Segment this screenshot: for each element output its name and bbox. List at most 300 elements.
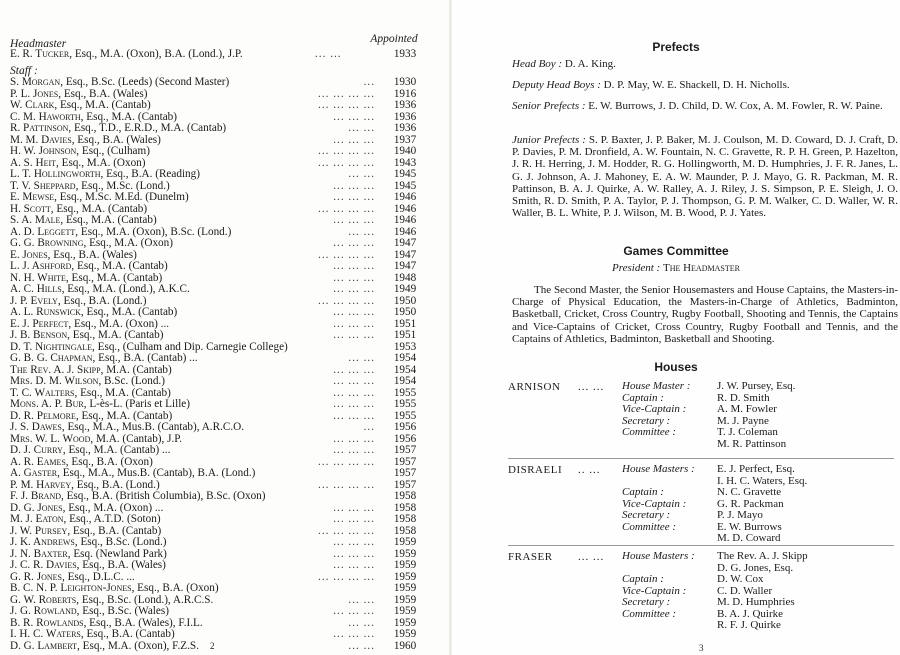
staff-name: H. W. Johnson [10,145,77,157]
house-role-label: Captain : [622,391,664,404]
staff-entry [10,582,219,594]
junior-prefects-paragraph [512,134,898,219]
house-role-label: Committee : [622,520,677,533]
appointed-year: 1951 [393,329,417,341]
appointed-year: 1959 [393,593,417,606]
staff-row [10,272,430,284]
staff-name: E. J. Perfect [10,317,69,330]
staff-name: F. J. Brand [10,490,61,502]
staff-qualifications: , L-ès-L. (Paris et Lille) [83,398,190,410]
appointed-year: 1955 [393,409,417,422]
leader-dots: ... ... [348,225,375,238]
staff-name: B. R. Rowlands [10,616,84,629]
staff-qualifications: , Esq., M.A. (Cantab) ... [62,444,171,456]
staff-name: D. G. Lambert [10,639,78,652]
staff-entry [10,272,162,284]
staff-row [10,226,430,238]
staff-name: J. S. Dawes [10,421,62,433]
appointed-year: 1959 [393,570,417,583]
house-role-label: Secretary : [622,596,671,608]
staff-name: T. C. Walters [10,386,75,399]
staff-entry [10,283,190,295]
staff-name: J. W. Pursey [10,524,68,537]
staff-entry [10,145,150,157]
staff-entry [10,617,203,629]
house-role-label: House Master : [622,380,691,392]
appointed-year: 1936 [393,122,417,134]
appointed-year: 1956 [393,421,417,433]
staff-row [10,513,430,525]
games-committee-paragraph: The Second Master, the Senior Housemasters and House Captains, the Masters-in-Charge of Physical Education, the Masters-in-Charge of Athletics, Badminton, Basketball, Cricket, Cross Country, Rugby Football, Shooting and Tennis, the Captains and Vice-Captains of Cricket, Cross Country, Rugby Football and Tennis, and the Captains of Athletics, Badminton, Basketball and Shooting. [512,284,898,345]
staff-qualifications: , Esq., M.A. (Oxon), B.Sc. (Lond.) [75,225,232,238]
president-name: The Headmaster [662,262,740,274]
leader-dots: ... ... ... [333,271,375,284]
staff-row [10,157,430,169]
appointed-year: 1947 [393,248,417,261]
leader-dots: ... ... ... ... [318,294,375,307]
house-role-label: Captain : [622,573,664,585]
staff-name: A. S. Heit [10,156,57,169]
staff-qualifications: , Esq., B.A. (Reading) [100,168,200,180]
staff-row [10,341,430,353]
staff-row [10,318,430,330]
appointed-year: 1959 [393,536,417,548]
leader-dots: ... ... ... ... [318,455,375,468]
staff-qualifications: , B.Sc. (Lond.) [98,375,165,387]
right-page [452,0,900,655]
staff-name: Mrs. D. M. Wilson [10,375,99,387]
staff-qualifications: , Esq. (Newland Park) [67,547,167,560]
staff-entry [10,525,161,537]
leader-dots: ... ... [348,352,375,364]
appointed-year: 1945 [393,168,417,180]
house-member: C. D. Waller [717,584,773,597]
staff-entry [10,191,189,203]
house-member: R. F. J. Quirke [717,619,781,631]
staff-name: A. Gaster [10,467,58,479]
appointed-label: Appointed [370,33,418,45]
house-name: DISRAELI [508,464,563,476]
staff-name: L. T. Hollingworth [10,168,101,180]
staff-qualifications: , Esq., M.A. (Cantab) [80,110,177,123]
staff-entry [10,99,151,111]
house-role-label: Committee : [622,426,677,438]
staff-name: D. T. Nightingale [10,340,93,353]
appointed-year: 1955 [393,386,417,399]
appointed-year: 1950 [393,306,417,318]
staff-qualifications: , Esq., M.A. (Cantab) [74,386,171,399]
leader-dots: ... ... [578,381,605,393]
leader-dots: ... ... ... [333,605,375,617]
appointed-year: 1954 [393,363,417,376]
house-role-label: Captain : [622,486,664,498]
leader-dots: ... ... ... ... [318,99,375,111]
staff-row [10,559,430,571]
staff-entry [10,341,288,353]
headmaster-qualifications: , Esq., M.A. (Oxon), B.A. (Lond.), J.P. [69,48,243,60]
staff-entry [10,122,226,134]
leader-dots: ... ... ... [333,409,375,422]
staff-qualifications: , Esq., M.A., Mus.B. (Cantab), B.A. (Lond.) [57,467,256,479]
staff-entry [10,237,173,249]
house-role-label: Vice-Captain : [622,403,687,415]
staff-name: P. M. Harvey [10,478,72,491]
leader-dots: ... ... ... ... [318,248,375,261]
leader-dots: ... ... [348,616,375,629]
senior-prefects-line [512,100,898,112]
head-boy-label: Head Boy : [512,58,563,70]
staff-row [10,479,430,491]
head-boy-line [512,58,898,70]
staff-row [10,134,430,146]
staff-entry [10,111,177,123]
appointed-year: 1946 [393,191,417,203]
staff-qualifications: , Esq., M.A. (Cantab) [60,214,157,226]
head-boy-name: D. A. King. [564,58,616,70]
house-member: E. J. Perfect, Esq. [717,463,795,475]
appointed-year: 1949 [393,283,417,295]
leader-dots: ... ... ... [333,536,375,548]
appointed-year: 1945 [393,179,417,192]
leader-dots: ... ... [348,639,375,652]
staff-name: Mons. A. P. Bur [10,398,84,410]
staff-entry [10,628,175,640]
staff-row [10,295,430,307]
leader-dots: ... ... ... [333,260,375,272]
staff-row [10,99,430,111]
leader-dots: ... ... ... [333,306,375,318]
staff-entry [10,168,200,180]
house-member: M. D. Humphries [717,596,795,608]
staff-entry [10,444,170,456]
staff-row [10,76,430,88]
staff-name: E. Mewse [10,191,55,203]
house-member: E. W. Burrows [717,520,782,533]
staff-entry [10,364,172,376]
staff-row [10,168,430,180]
staff-entry [10,134,161,146]
staff-entry [10,88,147,100]
staff-name: The Rev. A. J. Skipp [10,363,101,376]
staff-name: A. C. Hills [10,283,62,295]
appointed-year: 1958 [393,524,417,537]
staff-qualifications: , Esq., B.A. (Cantab) ... [92,352,198,364]
staff-name: J. N. Baxter [10,547,68,560]
leader-dots: ... ... ... [333,398,375,410]
staff-entry [10,329,163,341]
leader-dots: ... ... ... [333,363,375,376]
staff-row [10,260,430,272]
house-name: FRASER [508,551,553,563]
page-number-left: 2 [210,641,215,651]
staff-qualifications: , Esq., A.T.D. (Soton) [63,513,161,525]
appointed-year: 1959 [393,547,417,560]
appointed-year: 1958 [393,501,417,514]
staff-name: T. V. Sheppard [10,179,76,192]
staff-row [10,214,430,226]
staff-row [10,467,430,479]
staff-name: A. R. Eames [10,455,66,468]
leader-dots: ... ... ... ... [318,145,375,157]
president-line [452,262,900,274]
staff-entry [10,456,153,468]
house-member: T. J. Coleman [717,426,778,438]
staff-row [10,456,430,468]
staff-qualifications: , Esq., B.A. (Oxon) [65,455,153,468]
junior-names: S. P. Baxter, J. P. Baker, M. J. Coulson, M. D. Coward, D. J. Craft, D. P. Davies, P. M. Dronfield, A. W. Fountain, N. C. Gravette, R. P. H. Green, P. Hazelton, J. R. H. Herring, J. M. Hodder, R. G. Hollingworth, M. D. Humphries, J. F. R. Janes, L. G. J. Johnson, A. J. Mahoney, E. A. W. Maunder, P. J. Mayo, G. R. Packman, M. R. Pattinson, B. A. J. Quirke, A. W. Ralley, A. J. Riley, J. S. Simpson, P. E. Sleigh, J. O. Smith, R. D. Smith, P. A. Taylor, P. J. Thompson, G. P. M. Walker, C. D. Waller, W. R. Waller, B. L. White, P. J. Wilson, M. B. Wood, P. J. Yates. [512,134,898,220]
house-divider [508,458,894,459]
staff-qualifications: , Esq., M.A. (Cantab) [71,260,168,272]
staff-qualifications: , Esq., B.A. (Lond.) [57,294,147,307]
appointed-year: 1936 [393,110,417,123]
staff-name: S. Morgan [10,76,61,88]
staff-qualifications: , Esq., M.A., Mus.B. (Cantab), A.R.C.O. [61,421,244,433]
staff-name: G. W. Roberts [10,593,77,606]
staff-name: A. D. Leggett [10,225,76,238]
leader-dots: ... ... ... [333,375,375,387]
staff-qualifications: , Esq., M.A. (Cantab) [75,409,173,422]
leader-dots: ... ... ... [333,501,375,514]
house-member: I. H. C. Waters, Esq. [717,474,808,487]
staff-entry [10,226,231,238]
staff-entry [10,157,146,169]
staff-name: N. H. White [10,271,66,284]
staff-qualifications: , Esq., M.A. (Cantab) [67,329,164,341]
house-role-label: House Masters : [622,550,695,562]
staff-qualifications: , Esq., M.A. (Cantab) [50,202,148,215]
senior-label: Senior Prefects : [512,100,586,112]
staff-name: D. G. Jones [10,501,63,514]
staff-qualifications: , Esq., M.Sc. (Lond.) [75,179,170,192]
deputy-label: Deputy Head Boys : [512,79,601,91]
staff-entry [10,490,265,502]
leader-dots: ... ... [315,48,342,60]
deputy-names: D. P. May, W. E. Shackell, D. H. Nicholls. [603,79,790,91]
staff-row [10,490,430,502]
staff-entry [10,410,172,422]
staff-qualifications: , Esq., M.A. (Oxon) ... [62,501,164,514]
appointed-year: 1954 [393,375,417,387]
appointed-year: 1958 [393,513,417,525]
staff-row [10,145,430,157]
staff-entry [10,513,161,525]
house-member: N. C. Gravette [717,486,782,498]
appointed-year: 1946 [393,202,417,215]
staff-entry [10,249,137,261]
staff-qualifications: , Esq., B.A. (Cantab) [67,524,162,537]
staff-row [10,111,430,123]
staff-row [10,525,430,537]
leader-dots: ... ... ... ... [318,524,375,537]
staff-name: L. J. Ashford [10,260,72,272]
staff-name: B. C. N. P. Leighton-Jones [10,582,132,594]
leader-dots: ... ... ... [333,191,375,203]
appointed-year: 1959 [393,616,417,629]
staff-qualifications: , Esq., M.A. (Oxon) [83,237,173,249]
staff-name: G. G. Browning [10,237,84,249]
leader-dots: ... ... [578,551,605,563]
appointed-year: 1936 [393,99,417,111]
staff-qualifications: , Esq., B.A. (Wales) [76,559,166,571]
staff-row [10,398,430,410]
appointed-year: 1959 [393,628,417,640]
staff-row [10,249,430,261]
house-member: J. W. Pursey, Esq. [717,380,796,392]
appointed-year: 1940 [393,145,417,157]
appointed-year: 1960 [393,639,417,652]
appointed-year: 1930 [393,76,417,88]
appointed-year: 1957 [393,455,417,468]
appointed-year: 1955 [393,398,417,410]
staff-row [10,180,430,192]
staff-qualifications: , Esq., B.A. (Wales) [47,248,137,261]
appointed-year: 1959 [393,582,417,594]
staff-qualifications: , Esq., (Culham) [76,145,150,157]
staff-entry [10,594,213,606]
staff-row [10,88,430,100]
staff-row [10,283,430,295]
staff-qualifications: , Esq., M.A. (Cantab) [65,271,163,284]
house-member: R. D. Smith [717,391,770,404]
deputy-head-boys-line [512,79,898,91]
staff-qualifications: , Esq., M.A. (Cantab) [54,99,151,111]
staff-qualifications: , Esq., M.A. (Oxon) [56,156,146,169]
page-number-right: 3 [699,643,704,653]
staff-row [10,387,430,399]
appointed-year: 1957 [393,444,417,456]
staff-qualifications: , Esq., B.A. (Cantab) [80,628,175,640]
staff-row [10,617,430,629]
leader-dots: ... ... ... ... [318,570,375,583]
appointed-year: 1959 [393,559,417,571]
house-member: A. M. Fowler [717,403,777,415]
house-name: ARNISON [508,381,561,393]
staff-row [10,421,430,433]
staff-row [10,329,430,341]
staff-qualifications: , Esq., B.A. (British Columbia), B.Sc. (Oxon) [61,490,266,502]
staff-name: W. Clark [10,99,55,111]
staff-name: J. C. R. Davies [10,559,77,571]
house-role-label: Vice-Captain : [622,497,687,510]
staff-qualifications: , Esq., B.Sc. (Lond.), A.R.C.S. [76,593,214,606]
staff-row [10,571,430,583]
staff-name: E. Jones [10,248,48,261]
house-divider [508,545,894,546]
staff-qualifications: , M.A. (Cantab), J.P. [90,432,183,445]
appointed-year: 1948 [393,271,417,284]
house-member: G. R. Packman [717,497,784,510]
staff-name: M. M. Davies [10,133,72,146]
appointed-year: 1957 [393,478,417,491]
leader-dots: ... [363,76,375,88]
staff-row [10,306,430,318]
staff-name: J. P. Evely [10,294,58,307]
staff-entry [10,559,166,571]
staff-name: R. Pattinson [10,122,69,134]
staff-row [10,502,430,514]
staff-entry [10,76,229,88]
staff-row [10,582,430,594]
leader-dots: ... ... [348,593,375,606]
staff-qualifications: , Esq., M.A. (Oxon) ... [68,317,170,330]
staff-row [10,410,430,422]
staff-entry [10,306,177,318]
appointed-year: 1947 [393,260,417,272]
staff-qualifications: , Esq., B.A. (Lond.) [71,478,160,491]
staff-row [10,444,430,456]
staff-qualifications: , Esq., B.A. (Oxon) [131,582,219,594]
staff-name: J. B. Benson [10,329,68,341]
leader-dots: ... [363,421,375,433]
leader-dots: .. ... [578,464,601,476]
staff-entry [10,548,167,560]
staff-row [10,548,430,560]
headmaster-entry [10,48,243,60]
appointed-year: 1933 [393,48,417,60]
appointed-year: 1937 [393,133,417,146]
appointed-year: 1958 [393,490,417,502]
staff-entry [10,502,163,514]
staff-row [10,536,430,548]
house-role-label: Committee : [622,607,677,620]
leader-dots: ... ... ... [333,179,375,192]
staff-qualifications: , Esq., (Culham and Dip. Carnegie College) [92,340,288,353]
staff-name: D. R. Pelmore [10,409,76,422]
house-member: The Rev. A. J. Skipp [717,550,808,562]
staff-entry [10,571,135,583]
appointed-year: 1957 [393,467,417,479]
staff-name: A. L. Runswick [10,306,81,318]
appointed-year: 1950 [393,294,417,307]
staff-name: G. R. Jones [10,570,62,583]
staff-entry [10,214,157,226]
staff-name: P. L. Jones [10,87,59,100]
staff-entry [10,421,244,433]
leader-dots: ... ... ... ... [318,87,375,100]
leader-dots: ... ... ... ... [318,478,375,491]
appointed-year: 1959 [393,605,417,617]
headmaster-row [10,48,430,60]
staff-name: G. B. G. Chapman [10,352,93,364]
appointed-year: 1954 [393,352,417,364]
staff-qualifications: , Esq., D.L.C. ... [61,570,135,583]
staff-entry [10,203,147,215]
appointed-year: 1946 [393,214,417,226]
staff-name: Mrs. W. L. Wood [10,432,91,445]
junior-label: Junior Prefects : [512,134,586,146]
staff-entry [10,260,168,272]
house-role-label: Secretary : [622,509,671,521]
leader-dots: ... ... ... [333,283,375,295]
leader-dots: ... ... [348,122,375,134]
house-member: D. W. Cox [717,573,764,585]
staff-qualifications: , Esq., B.A. (Wales), F.I.L. [83,616,203,629]
staff-entry [10,180,170,192]
staff-entry [10,536,167,548]
staff-row [10,237,430,249]
staff-qualifications: , Esq., B.Sc. (Leeds) (Second Master) [60,76,230,88]
leader-dots: ... ... ... ... [318,202,375,215]
staff-row [10,640,430,652]
appointed-year: 1951 [393,317,417,330]
staff-qualifications: , Esq., M.A. (Lond.), A.K.C. [61,283,190,295]
leader-dots: ... ... ... [333,386,375,399]
house-member: P. J. Mayo [717,509,763,521]
staff-entry [10,352,198,364]
staff-name: S. A. Male [10,214,61,226]
leader-dots: ... ... ... [333,513,375,525]
staff-qualifications: , Esq., M.A. (Cantab) [80,306,178,318]
